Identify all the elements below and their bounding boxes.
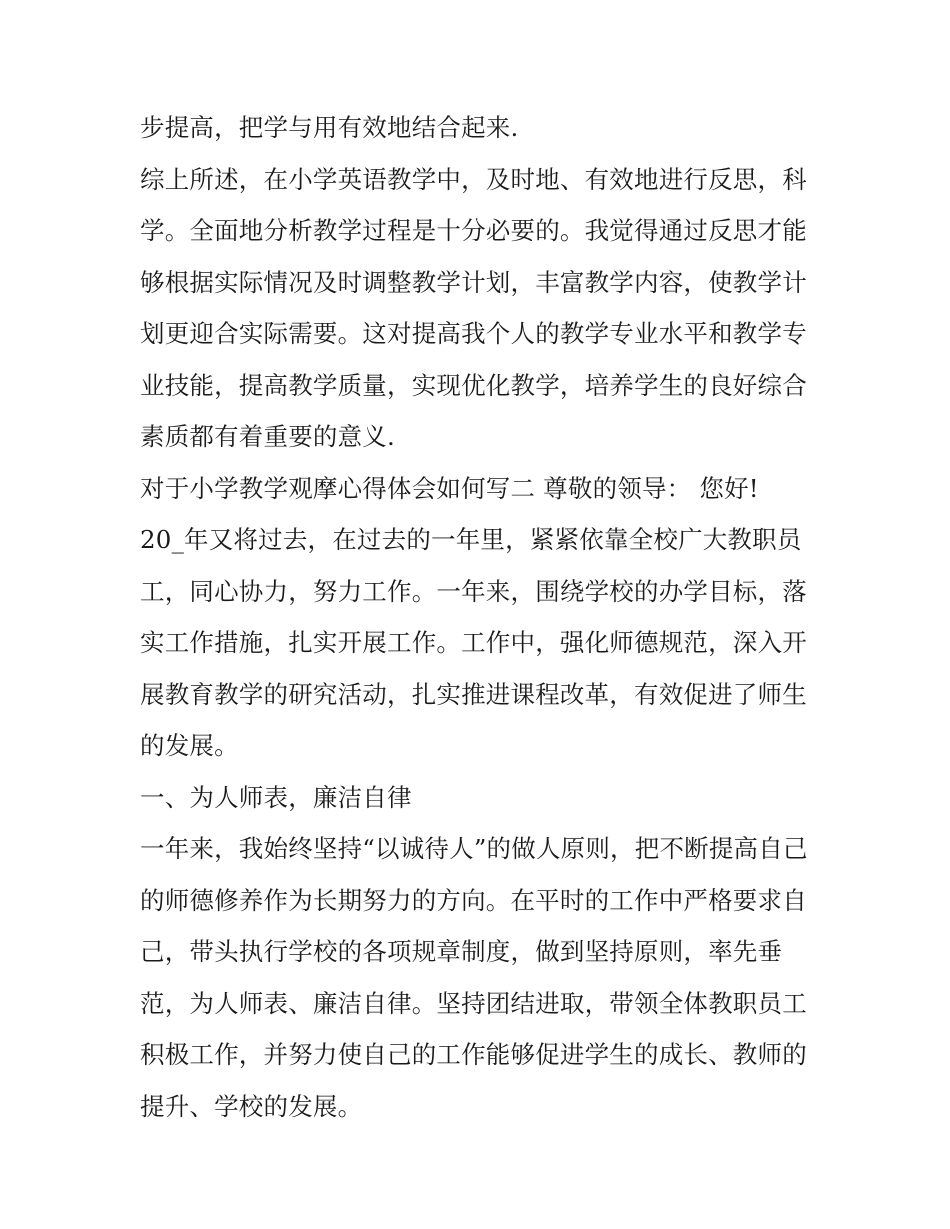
text-line: 提升、学校的发展。 bbox=[140, 1091, 363, 1121]
text-line: 学。全面地分析教学过程是十分必要的。我觉得通过反思才能 bbox=[140, 216, 807, 245]
text-line: 素质都有着重要的意义. bbox=[140, 422, 395, 451]
text-line: 业技能，提高教学质量，实现优化教学，培养学生的良好综合 bbox=[140, 370, 807, 400]
text-line: 步提高，把学与用有效地结合起来. bbox=[140, 113, 519, 142]
text-line: 工，同心协力，努力工作。一年来，围绕学校的办学目标，落 bbox=[140, 576, 807, 606]
text-line: 划更迎合实际需要。这对提高我个人的教学专业水平和教学专 bbox=[140, 319, 807, 348]
text-line: 一年来，我始终坚持“以诚待人”的做人原则，把不断提高自己 bbox=[140, 834, 808, 863]
text-line: 20_年又将过去，在过去的一年里，紧紧依靠全校广大教职员 bbox=[140, 525, 802, 554]
section-heading: 对于小学教学观摩心得体会如何写二 尊敬的领导： 您好! bbox=[140, 473, 759, 503]
text-line: 范，为人师表、廉洁自律。坚持团结进取，带领全体教职员工 bbox=[140, 988, 807, 1018]
text-line: 己，带头执行学校的各项规章制度，做到坚持原则，率先垂 bbox=[140, 937, 783, 966]
text-line: 的发展。 bbox=[140, 731, 239, 760]
text-line: 的师德修养作为长期努力的方向。在平时的工作中严格要求自 bbox=[140, 885, 807, 915]
section-heading: 一、为人师表，廉洁自律 bbox=[140, 782, 412, 812]
body-text bbox=[140, 102, 820, 1132]
text-line: 展教育教学的研究活动，扎实推进课程改革，有效促进了师生 bbox=[140, 679, 807, 709]
text-line: 够根据实际情况及时调整教学计划，丰富教学内容，使教学计 bbox=[140, 267, 807, 297]
text-line: 综上所述，在小学英语教学中，及时地、有效地进行反思，科 bbox=[140, 164, 807, 194]
text-line: 实工作措施，扎实开展工作。工作中，强化师德规范，深入开 bbox=[140, 628, 807, 657]
text-line: 积极工作，并努力使自己的工作能够促进学生的成长、教师的 bbox=[140, 1040, 807, 1069]
